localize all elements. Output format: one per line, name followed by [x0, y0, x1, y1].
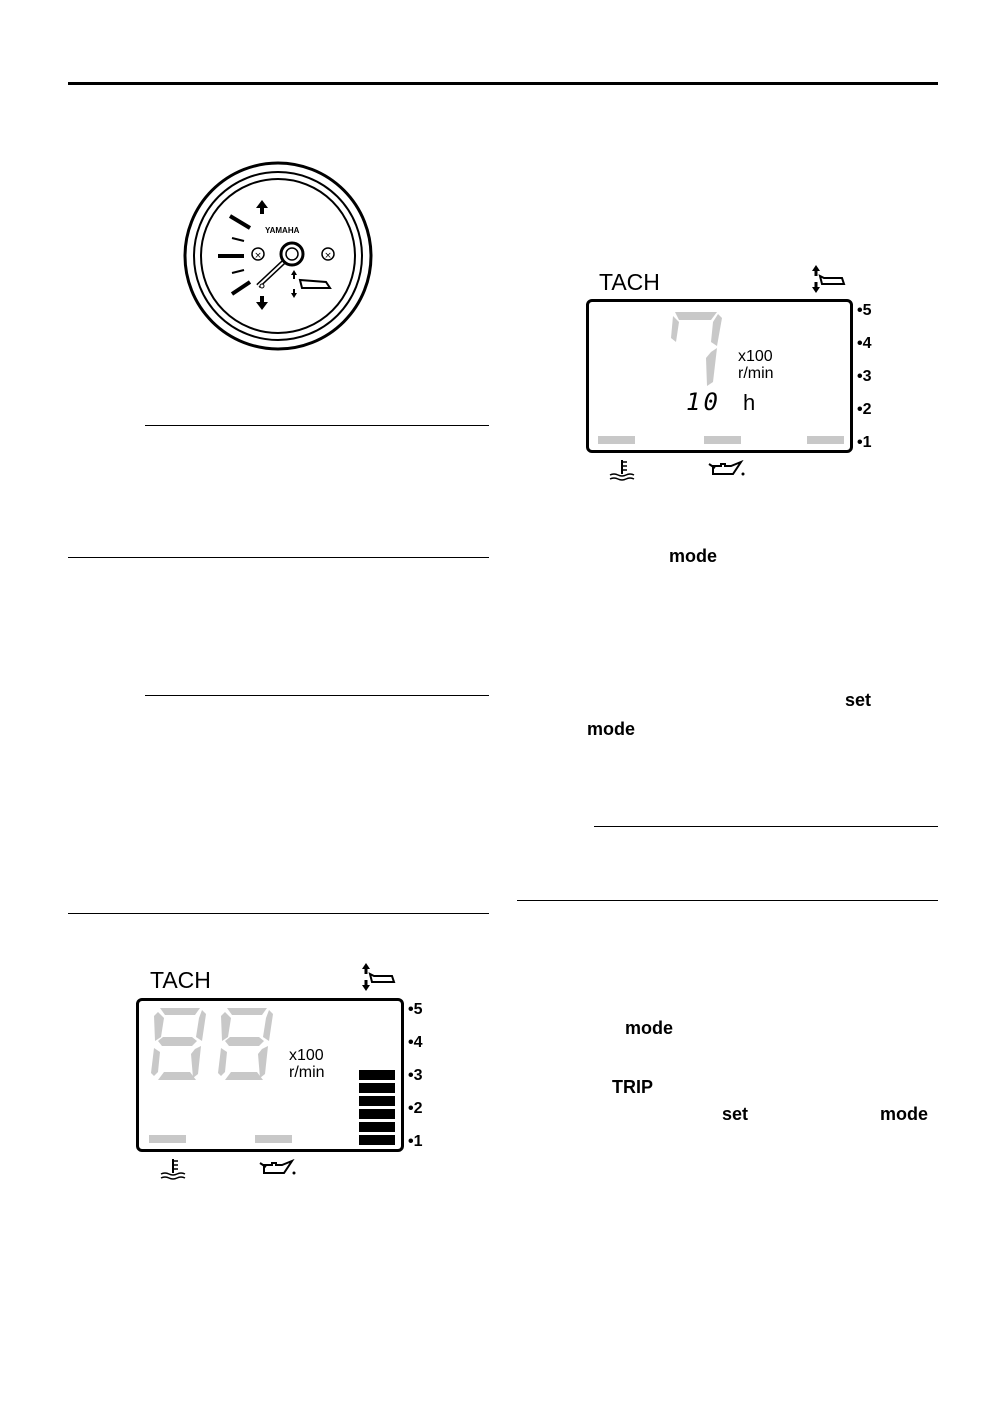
top-trim-icon [810, 264, 846, 294]
bottom-scale-2: •2 [408, 1100, 423, 1117]
keyword-mode-4: mode [880, 1104, 929, 1124]
trim-bar-segment [359, 1070, 395, 1080]
top-scale-2: •2 [857, 401, 872, 418]
top-hours-value: 10 [686, 388, 721, 416]
keyword-mode-3: mode [625, 1018, 674, 1038]
bottom-unit-rmin: r/min [289, 1064, 325, 1081]
bottom-scale-3: •3 [408, 1067, 423, 1084]
section-rule-6 [517, 900, 938, 901]
bottom-water-temp-icon [159, 1157, 189, 1181]
bottom-warning-segment-2 [255, 1135, 292, 1143]
keyword-mode-2: mode [587, 719, 636, 739]
bottom-scale-1: •1 [408, 1133, 423, 1150]
trim-bar-segment [359, 1135, 395, 1145]
top-scale-4: •4 [857, 335, 872, 352]
svg-text:×: × [324, 251, 332, 261]
top-scale-3: •3 [857, 368, 872, 385]
top-hours-unit: h [743, 390, 756, 415]
trim-bar-segment [359, 1109, 395, 1119]
trim-bar-segment [359, 1122, 395, 1132]
bottom-display-title: TACH [150, 967, 211, 993]
top-scale-5: •5 [857, 302, 872, 319]
bottom-unit-x100: x100 [289, 1047, 324, 1064]
top-water-temp-icon [608, 458, 638, 482]
top-unit-x100: x100 [738, 348, 773, 365]
top-rpm-digit [665, 308, 725, 390]
trim-bar-segment [359, 1083, 395, 1093]
svg-text:×: × [254, 251, 262, 261]
page-top-rule [68, 82, 938, 85]
section-rule-2 [68, 557, 489, 558]
tachometer-gauge-illustration [178, 158, 378, 354]
bottom-scale-4: •4 [408, 1034, 423, 1051]
trim-bar-segment [359, 1096, 395, 1106]
top-warning-segment-3 [807, 436, 844, 444]
section-rule-3 [145, 695, 489, 696]
bottom-rpm-digits [150, 1006, 280, 1084]
top-display-title: TACH [599, 269, 660, 295]
keyword-trip: TRIP [612, 1077, 654, 1097]
top-warning-segment-1 [598, 436, 635, 444]
bottom-warning-segment-1 [149, 1135, 186, 1143]
keyword-set-2: set [722, 1104, 749, 1124]
section-rule-5 [594, 826, 938, 827]
section-rule-4 [68, 913, 489, 914]
top-scale-1: •1 [857, 434, 872, 451]
section-rule-1 [145, 425, 489, 426]
bottom-oil-can-icon [258, 1159, 298, 1179]
gauge-brand-label: YAMAHA [265, 226, 300, 235]
trim-level-bargraph [359, 1070, 395, 1146]
top-warning-segment-2 [704, 436, 741, 444]
bottom-trim-icon [360, 962, 396, 992]
top-unit-rmin: r/min [738, 365, 774, 382]
keyword-set-1: set [845, 690, 872, 710]
bottom-scale-5: •5 [408, 1001, 423, 1018]
keyword-mode-1: mode [669, 546, 718, 566]
top-oil-can-icon [707, 460, 747, 480]
